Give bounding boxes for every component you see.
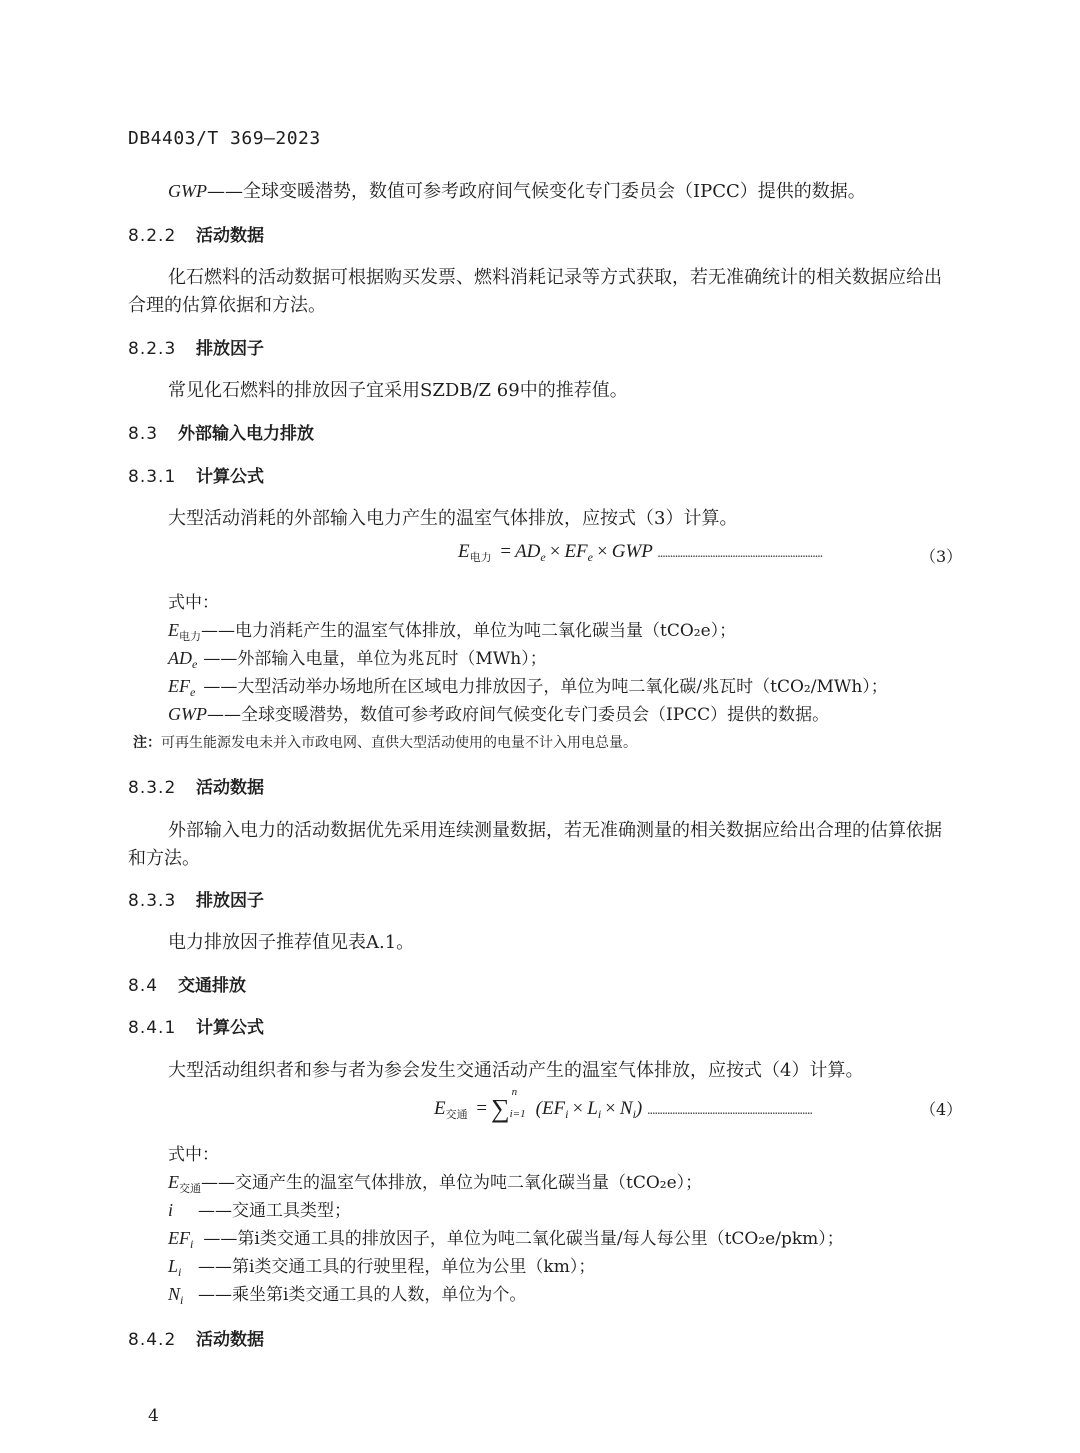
section-title: 活动数据: [196, 226, 264, 246]
definition-ef-e: [168, 672, 888, 700]
def-text: ——第i类交通工具的行驶里程，单位为公里（km）；: [198, 1257, 596, 1277]
section-title: 交通排放: [178, 976, 246, 996]
summation-sign: ∑: [491, 1094, 510, 1123]
def-var: N: [168, 1284, 181, 1304]
section-number: 8.3.1: [128, 467, 177, 487]
paragraph-8-2-3: 常见化石燃料的排放因子宜采用SZDB/Z 69中的推荐值。: [168, 380, 628, 401]
n-subscript: i: [632, 1107, 636, 1121]
def-var: E: [168, 620, 179, 640]
heading-8-2-3: [128, 334, 264, 359]
heading-8-3-2: [128, 773, 264, 798]
section-title: 活动数据: [196, 1330, 264, 1350]
section-title: 排放因子: [196, 891, 264, 911]
heading-8-3: [128, 419, 314, 444]
section-title: 排放因子: [196, 339, 264, 359]
formula-lhs: E: [458, 541, 470, 562]
definition-gwp: [168, 700, 829, 725]
note-3: [133, 732, 637, 752]
paragraph-8-2-2-line1: 化石燃料的活动数据可根据购买发票、燃料消耗记录等方式获取，若无准确统计的相关数据应给出: [168, 267, 942, 288]
def-var: GWP: [168, 704, 207, 724]
gwp-definition-line: [168, 177, 866, 203]
def-var: E: [168, 1172, 179, 1192]
definition-e-transport: [168, 1168, 702, 1196]
section-number: 8.4.2: [128, 1330, 177, 1350]
formula-3: [458, 541, 822, 565]
heading-8-3-1: [128, 462, 264, 487]
l-subscript: i: [597, 1107, 602, 1121]
formula-ad-subscript: e: [540, 550, 546, 564]
def-text: ——第i类交通工具的排放因子，单位为吨二氧化碳当量/每人每公里（tCO₂e/pkm）；: [203, 1229, 844, 1249]
heading-8-2-2: [128, 221, 264, 246]
sum-lower-limit: i=1: [509, 1108, 526, 1120]
section-number: 8.3.2: [128, 778, 177, 798]
definition-l-i: [168, 1252, 595, 1280]
def-text: ——交通产生的温室气体排放，单位为吨二氧化碳当量（tCO₂e）；: [201, 1173, 703, 1193]
def-var: i: [168, 1200, 174, 1220]
formula-4: [434, 1086, 812, 1124]
def-text: ——大型活动举办场地所在区域电力排放因子，单位为吨二氧化碳/兆瓦时（tCO₂/MWh）；: [203, 677, 888, 697]
equation-number-4: （4）: [920, 1100, 963, 1119]
times-sign: ×: [597, 541, 608, 562]
paragraph-8-2-2-line2: 合理的估算依据和方法。: [128, 295, 326, 316]
formula-lhs-subscript: 交通: [445, 1109, 468, 1121]
def-text: ——乘坐第i类交通工具的人数，单位为个。: [198, 1285, 527, 1305]
formula-ef-open: (EF: [535, 1098, 566, 1119]
def-var: EF: [168, 1228, 190, 1248]
heading-8-4: [128, 971, 246, 996]
formula-l: L: [587, 1098, 598, 1119]
def-text: ——外部输入电量，单位为兆瓦时（MWh）；: [203, 649, 547, 669]
definition-e-electricity: [168, 616, 736, 644]
where-label-4: 式中：: [168, 1145, 219, 1165]
page-number: 4: [148, 1406, 159, 1426]
heading-8-3-3: [128, 886, 264, 911]
formula-ef: EF: [564, 541, 588, 562]
def-text: ——交通工具类型；: [198, 1201, 351, 1221]
paragraph-8-3-3: 电力排放因子推荐值见表A.1。: [168, 932, 415, 953]
section-number: 8.4.1: [128, 1018, 177, 1038]
note-text: 可再生能源发电未并入市政电网、直供大型活动使用的电量不计入用电总量。: [161, 735, 637, 751]
section-number: 8.4: [128, 976, 159, 996]
section-number: 8.2.2: [128, 226, 177, 246]
equals-sign: =: [476, 1098, 488, 1119]
def-text: ——全球变暖潜势，数值可参考政府间气候变化专门委员会（IPCC）提供的数据。: [207, 705, 830, 725]
dot-leader: ..................................................................: [646, 1103, 812, 1118]
definition-i: [168, 1196, 351, 1221]
formula-gwp: GWP: [611, 541, 653, 562]
formula-ad: AD: [515, 541, 541, 562]
paragraph-8-3-2-line1: 外部输入电力的活动数据优先采用连续测量数据，若无准确测量的相关数据应给出合理的估算依据: [168, 820, 942, 841]
note-label: 注：: [133, 735, 161, 751]
paragraph-8-3-2-line2: 和方法。: [128, 848, 200, 869]
formula-n: N: [619, 1098, 633, 1119]
where-label-3: 式中：: [168, 593, 219, 613]
section-title: 外部输入电力排放: [178, 424, 314, 444]
times-sign: ×: [549, 541, 561, 562]
definition-ef-i: [168, 1224, 844, 1252]
def-sub: 交通: [179, 1183, 201, 1195]
def-sub: e: [192, 657, 198, 671]
paragraph-8-4-1: 大型活动组织者和参与者为参会发生交通活动产生的温室气体排放，应按式（4）计算。: [168, 1060, 864, 1081]
paragraph-8-3-1: 大型活动消耗的外部输入电力产生的温室气体排放，应按式（3）计算。: [168, 508, 738, 529]
equals-sign: =: [500, 541, 512, 562]
def-sub: 电力: [179, 631, 201, 643]
definition-ad-e: [168, 644, 547, 672]
section-number: 8.2.3: [128, 339, 177, 359]
def-sub: i: [190, 1237, 194, 1251]
times-sign: ×: [572, 1098, 584, 1119]
formula-ef-subscript: e: [587, 550, 593, 564]
def-sub: e: [190, 685, 196, 699]
formula-lhs-subscript: 电力: [469, 552, 492, 564]
document-id: DB4403/T 369—2023: [128, 128, 321, 149]
section-title: 计算公式: [196, 467, 264, 487]
formula-lhs: E: [434, 1098, 446, 1119]
formula-close: ): [635, 1098, 643, 1119]
gwp-definition-text: ——全球变暖潜势，数值可参考政府间气候变化专门委员会（IPCC）提供的数据。: [207, 181, 866, 202]
times-sign: ×: [605, 1098, 616, 1119]
sum-upper-limit: n: [511, 1086, 518, 1098]
def-var: L: [168, 1256, 179, 1276]
heading-8-4-2: [128, 1325, 264, 1350]
gwp-symbol: GWP: [168, 181, 207, 201]
section-number: 8.3: [128, 424, 159, 444]
equation-number-3: （3）: [920, 547, 963, 566]
section-number: 8.3.3: [128, 891, 177, 911]
definition-n-i: [168, 1280, 526, 1308]
def-sub: i: [178, 1265, 182, 1279]
def-text: ——电力消耗产生的温室气体排放，单位为吨二氧化碳当量（tCO₂e）；: [201, 621, 737, 641]
heading-8-4-1: [128, 1013, 264, 1038]
def-sub: i: [180, 1293, 184, 1307]
def-var: EF: [168, 676, 190, 696]
ef-subscript: i: [565, 1107, 569, 1121]
dot-leader: ..................................................................: [657, 546, 823, 561]
section-title: 计算公式: [196, 1018, 264, 1038]
def-var: AD: [168, 648, 192, 668]
section-title: 活动数据: [196, 778, 264, 798]
